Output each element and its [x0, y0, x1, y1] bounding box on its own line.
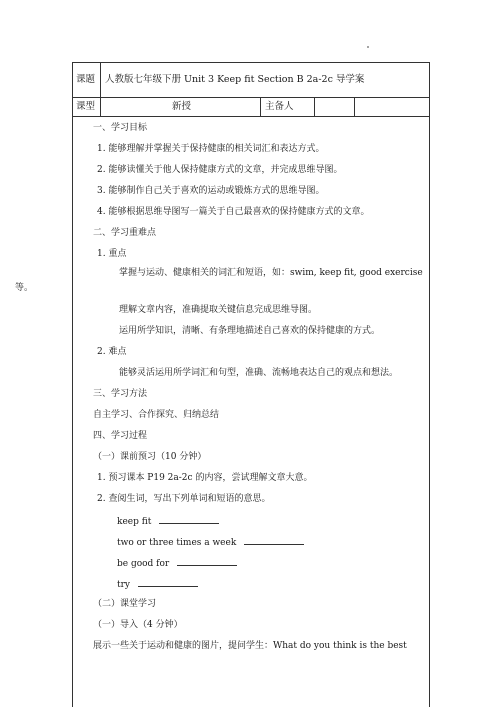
vocab-term: try	[117, 580, 131, 590]
type-value: 新授	[172, 101, 192, 112]
objective-item: 2. 能够读懂关于他人保持健康方式的文章，并完成思维导图。	[97, 165, 343, 175]
classroom-heading: （二）课堂学习	[93, 599, 157, 609]
column-divider	[260, 97, 261, 116]
column-divider	[354, 97, 355, 116]
objective-item: 4. 能够根据思维导图写一篇关于自己最喜欢的保持健康方式的文章。	[97, 207, 370, 217]
vocab-row	[117, 535, 304, 549]
intro-text: 展示一些关于运动和健康的图片，提问学生：What do you think is the best	[93, 641, 407, 651]
row-divider	[73, 116, 429, 117]
answer-blank[interactable]	[138, 577, 198, 587]
type-label: 课型	[76, 101, 96, 112]
answer-blank[interactable]	[177, 556, 237, 566]
preparer-label: 主备人	[265, 101, 294, 112]
preview-item: 1. 预习课本 P19 2a-2c 的内容，尝试理解文章大意。	[97, 473, 313, 483]
key-point-text-continued: 等。	[15, 283, 34, 293]
answer-blank[interactable]	[159, 514, 219, 524]
vocab-row	[117, 556, 237, 570]
title-value: 人教版七年级下册 Unit 3 Keep fit Section B 2a-2c 导学案	[105, 74, 365, 85]
lesson-plan-table	[15, 62, 430, 707]
intro-heading: （一）导入（4 分钟）	[93, 620, 183, 630]
key-point-text: 掌握与运动、健康相关的词汇和短语，如：swim, keep fit, good exercise	[119, 268, 423, 278]
objective-item: 1. 能够理解并掌握关于保持健康的相关词汇和表达方式。	[97, 144, 325, 154]
preview-item: 2. 查阅生词，写出下列单词和短语的意思。	[97, 494, 271, 504]
vocab-row	[117, 577, 198, 591]
title-label: 课题	[76, 74, 96, 85]
key-point-text: 运用所学知识，清晰、有条理地描述自己喜欢的保持健康的方式。	[119, 326, 381, 336]
preview-heading: （一）课前预习（10 分钟）	[93, 452, 207, 462]
methods-text: 自主学习、合作探究、归纳总结	[93, 410, 220, 420]
section-heading-methods: 三、学习方法	[93, 389, 148, 399]
section-heading-key-difficult: 二、学习重难点	[93, 228, 157, 238]
vocab-term: two or three times a week	[117, 538, 237, 548]
key-points-heading: 1. 重点	[97, 249, 127, 259]
column-divider	[314, 97, 315, 116]
section-heading-objectives: 一、学习目标	[93, 123, 148, 133]
section-heading-process: 四、学习过程	[93, 431, 148, 441]
column-divider	[100, 63, 101, 116]
row-divider	[73, 97, 429, 98]
vocab-row	[117, 514, 219, 528]
page-speck	[367, 46, 369, 48]
key-point-text: 理解文章内容，准确提取关键信息完成思维导图。	[119, 305, 318, 315]
vocab-term: keep fit	[117, 517, 152, 527]
difficult-point-text: 能够灵活运用所学词汇和句型，准确、流畅地表达自己的观点和想法。	[119, 368, 399, 378]
vocab-term: be good for	[117, 559, 170, 569]
answer-blank[interactable]	[244, 535, 304, 545]
objective-item: 3. 能够制作自己关于喜欢的运动或锻炼方式的思维导图。	[97, 186, 325, 196]
difficult-points-heading: 2. 难点	[97, 347, 127, 357]
